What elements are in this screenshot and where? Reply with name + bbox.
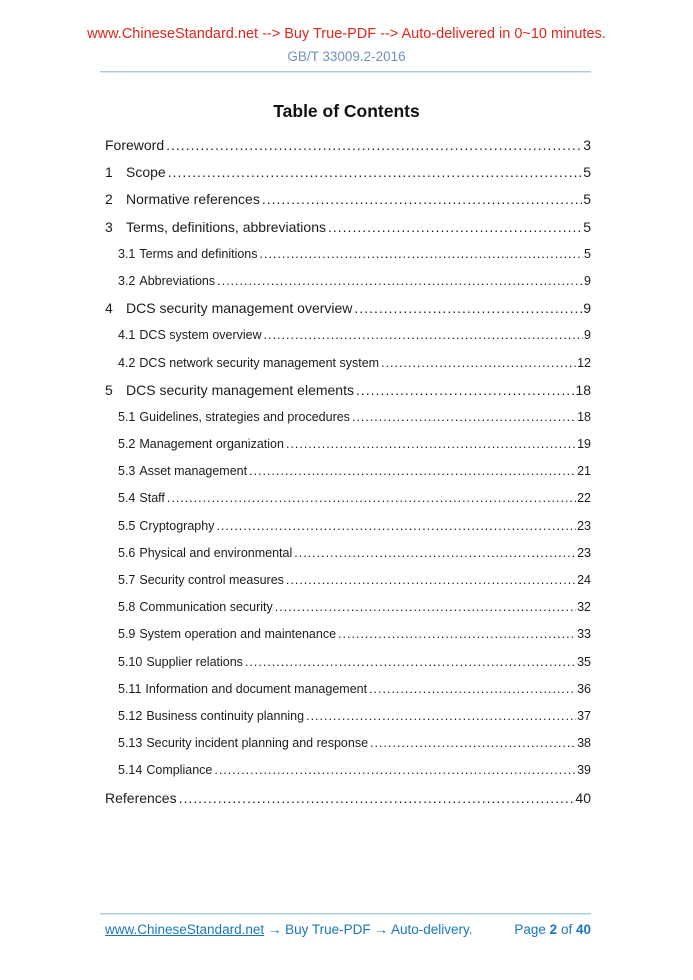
toc-dot-leader [275,594,576,621]
arrow-right-icon: → [267,922,282,937]
toc-entry-page-number: 23 [577,545,591,560]
toc-entry[interactable] [105,485,591,512]
toc-entry-page-number: 32 [577,600,591,615]
toc-entry-label: References [105,789,177,806]
toc-entry-number: 5 [105,381,113,398]
toc-entry-label: DCS system overview [139,328,262,343]
toc-entry-label: Communication security [139,600,273,615]
toc-entry[interactable] [105,214,591,241]
toc-dot-leader [328,214,582,241]
toc-entry-label: DCS network security management system [139,355,380,370]
toc-entry-label: Security incident planning and response [146,736,369,751]
toc-dot-leader [249,458,576,485]
toc-entry[interactable] [105,350,591,377]
toc-entry-page-number: 36 [577,681,591,696]
toc-entry-label: Staff [139,491,165,506]
toc-entry[interactable] [105,785,591,812]
toc-entry-page-number: 3 [583,137,591,153]
arrow-right-icon: → [374,922,388,937]
toc-entry[interactable] [105,132,591,159]
toc-entry-number: 4.1 [118,328,136,343]
toc-dot-leader [381,350,576,377]
toc-entry-page-number: 23 [577,518,591,533]
toc-entry-label: Cryptography [139,518,215,533]
toc-dot-leader [294,540,576,567]
toc-entry[interactable] [105,649,591,676]
toc-entry-page-number: 5 [583,164,591,181]
toc-dot-leader [354,295,582,322]
toc-entry-number: 5.11 [118,681,142,696]
document-number: GB/T 33009.2-2016 [287,49,406,64]
toc-entry-label: Abbreviations [139,273,216,288]
toc-entry-number: 1 [105,164,113,181]
toc-entry-page-number: 9 [583,300,591,317]
toc-dot-leader [356,377,574,404]
toc-entry[interactable] [105,540,591,567]
toc-entry-number: 5.8 [118,600,136,615]
toc-entry-number: 5.10 [118,654,143,669]
footer-divider [100,913,591,914]
toc-dot-leader [338,621,576,648]
toc-entry-page-number: 12 [577,355,591,370]
toc-entry-page-number: 5 [583,218,591,235]
toc-entry-number: 3.2 [118,273,136,288]
toc-entry[interactable] [105,567,591,594]
toc-entry-label: Asset management [139,464,248,479]
toc-entry-number: 5.6 [118,545,136,560]
toc-entry[interactable] [105,458,591,485]
toc-dot-leader [306,703,576,730]
current-page-number: 2 [549,922,558,937]
toc-entry-page-number: 18 [577,409,591,424]
toc-entry-label: Terms and definitions [139,246,258,261]
toc-entry-label: Compliance [146,763,213,778]
toc-entry[interactable] [105,621,591,648]
toc-entry-page-number: 24 [577,573,591,587]
toc-entry-page-number: 5 [584,246,591,261]
toc-dot-leader [369,676,576,703]
toc-dot-leader [168,159,583,186]
toc-entry-page-number: 19 [577,437,591,452]
toc-entry-number: 5.4 [118,491,136,506]
toc-entry-label: System operation and maintenance [139,627,337,642]
toc-dot-leader [179,785,575,812]
toc-entry-label: Foreword [105,137,165,153]
toc-entry-number: 5.5 [118,518,136,533]
footer-site-link[interactable]: www.ChineseStandard.net [105,922,265,937]
toc-entry-label: Supplier relations [146,654,243,669]
toc-entry[interactable] [105,676,591,703]
toc-dot-leader [264,322,583,349]
footer-buy-label: Buy True-PDF [285,922,371,937]
toc-entry-label: Information and document management [145,681,368,696]
toc-dot-leader [370,730,576,757]
footer-delivery-label: Auto-delivery. [390,922,473,937]
toc-dot-leader [262,186,582,213]
toc-entry-page-number: 22 [577,491,591,506]
toc-entry-page-number: 33 [577,627,591,642]
toc-entry-number: 5.13 [118,736,143,751]
toc-entry-label: Scope [126,164,166,181]
page-indicator: Page 2 of 40 [514,922,591,937]
toc-dot-leader [286,567,576,594]
toc-entry[interactable] [105,159,591,186]
toc-entry-label: Physical and environmental [139,545,293,560]
toc-dot-leader [286,431,576,458]
toc-entry-number: 2 [105,191,113,208]
toc-entry-number: 5.2 [118,437,136,452]
toc-entry-label: Normative references [126,191,260,208]
toc-entry-page-number: 35 [577,654,591,669]
toc-entry[interactable] [105,703,591,730]
toc-entry-number: 4 [105,300,113,317]
header-divider [100,71,591,72]
toc-entry-number: 5.9 [118,627,136,642]
toc-entry-number: 5.3 [118,464,136,479]
toc-entry-page-number: 39 [577,763,591,778]
toc-dot-leader [352,404,576,431]
toc-entry-number: 5.12 [118,708,143,723]
toc-entry-page-number: 40 [575,789,591,806]
toc-entry-label: Management organization [139,437,284,452]
toc-entry[interactable] [105,594,591,621]
toc-entry-number: 5.1 [118,409,136,424]
toc-entry-label: Security control measures [139,573,284,587]
toc-entry-label: Guidelines, strategies and procedures [139,409,350,424]
toc-dot-leader [214,757,576,784]
toc-entry-page-number: 37 [577,708,591,723]
toc-entry-number: 3 [105,218,113,235]
toc-entry-page-number: 9 [584,273,591,288]
toc-dot-leader [217,268,583,295]
toc-entry[interactable] [105,268,591,295]
toc-entry-number: 5.14 [118,763,143,778]
toc-entry-label: Terms, definitions, abbreviations [126,218,326,235]
toc-dot-leader [245,649,576,676]
toc-entry[interactable] [105,431,591,458]
toc-entry-page-number: 9 [584,328,591,343]
toc-entry[interactable] [105,757,591,784]
toc-entry[interactable] [105,322,591,349]
toc-entry[interactable] [105,295,591,322]
toc-entry-label: Business continuity planning [146,708,305,723]
toc-entry-page-number: 5 [583,191,591,208]
toc-dot-leader [260,241,584,268]
toc-entry[interactable] [105,730,591,757]
toc-entry-number: 3.1 [118,246,136,261]
toc-dot-leader [216,513,576,540]
toc-entry-page-number: 38 [577,736,591,751]
toc-list [105,132,591,812]
total-page-number: 40 [575,922,591,937]
toc-entry-number: 4.2 [118,355,136,370]
toc-entry-number: 5.7 [118,573,136,587]
toc-entry[interactable] [105,513,591,540]
toc-entry-label: DCS security management overview [126,300,353,317]
toc-dot-leader [167,485,576,512]
toc-dot-leader [166,132,582,159]
footer [105,921,591,939]
toc-entry-page-number: 21 [577,464,591,479]
toc-entry[interactable] [105,404,591,431]
toc-entry[interactable] [105,377,591,404]
toc-entry-label: DCS security management elements [126,381,354,398]
header-banner-link[interactable]: www.ChineseStandard.net --> Buy True-PDF --> Auto-delivered in 0~10 minutes. [87,26,606,42]
footer-promo [105,921,472,939]
toc-entry-page-number: 18 [575,381,591,398]
page-title: Table of Contents [273,101,420,121]
toc-entry[interactable] [105,241,591,268]
toc-entry[interactable] [105,186,591,213]
